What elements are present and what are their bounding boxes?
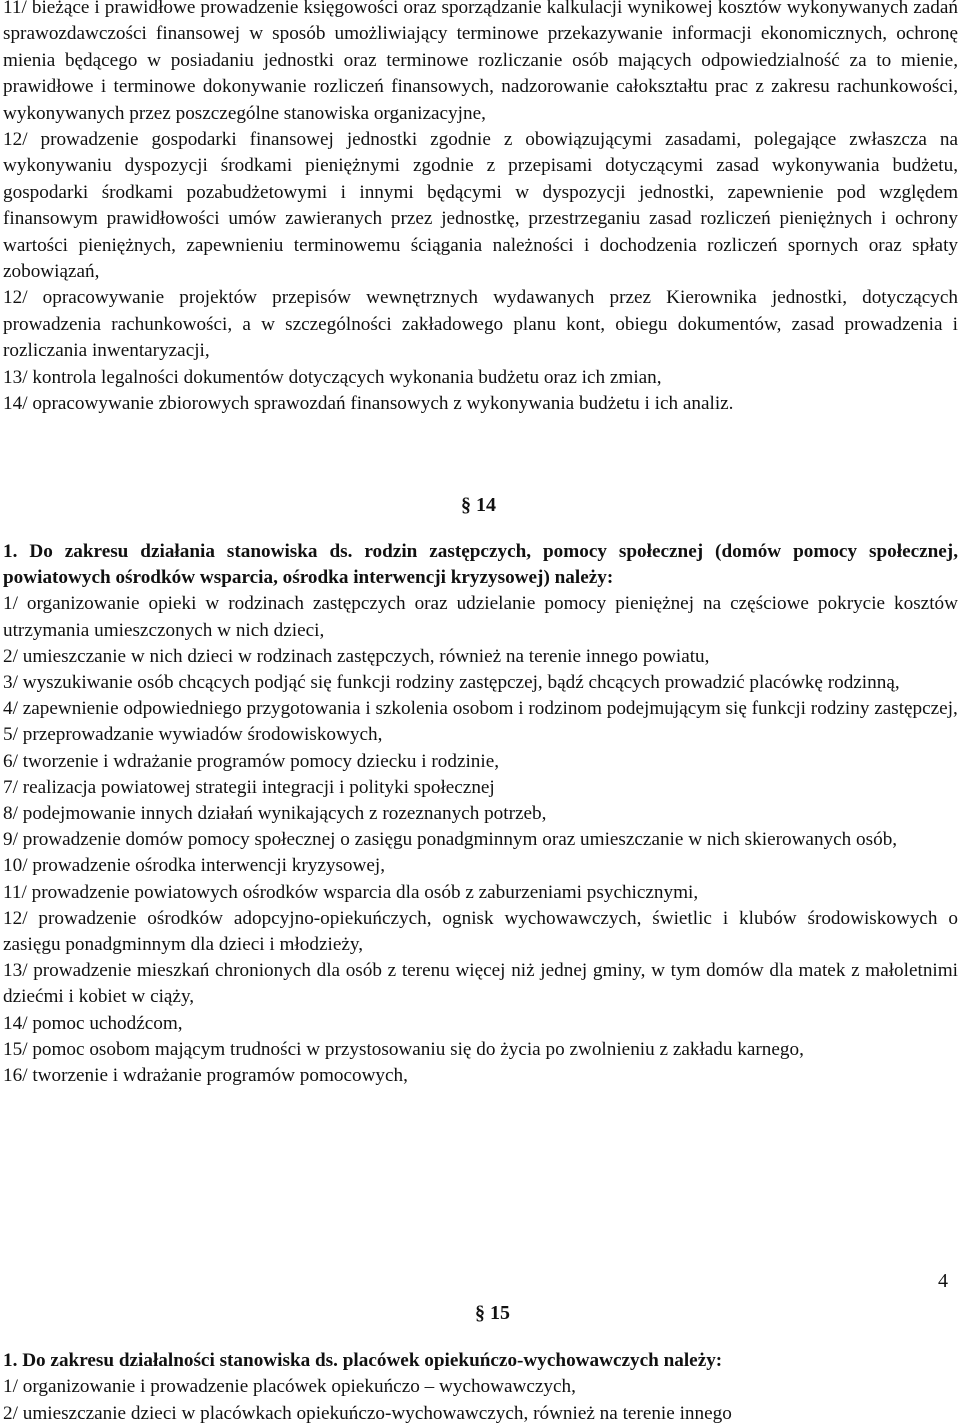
list-item: 5/ przeprowadzanie wywiadów środowiskowych, xyxy=(3,724,383,746)
section-14 xyxy=(3,539,958,1089)
list-item: 16/ tworzenie i wdrażanie programów pomocowych, xyxy=(3,1065,408,1087)
list-item: 6/ tworzenie i wdrażanie programów pomocy dziecku i rodzinie, xyxy=(3,750,500,772)
list-item: 2/ umieszczanie dzieci w placówkach opiekuńczo-wychowawczych, również na terenie innego xyxy=(3,1402,732,1424)
paragraph-sign-15: § 15 xyxy=(475,1302,510,1324)
list-item: 2/ umieszczanie w nich dzieci w rodzinach zastępczych, również na terenie innego powiatu, xyxy=(3,645,710,667)
page-number: 4 xyxy=(938,1270,948,1292)
list-item: 15/ pomoc osobom mającym trudności w przystosowaniu się do życia po zwolnieniu z zakładu karnego, xyxy=(3,1038,804,1060)
duty-item: 11/ bieżące i prawidłowe prowadzenie księgowości oraz sporządzanie kalkulacji wynikowej kosztów wykonywanych zadań sprawozdawczości finansowej w sposób umożliwiający terminowe przekazywanie informacji ekonomicznych, ochronę mienia będącego w posiadaniu jednostki oraz terminowe rozliczanie osób mających odpowiedzialność za to mienie, prawidłowe i terminowe dokonywanie rozliczeń finansowych, nadzorowanie całokształtu prac z zakresu rachunkowości, wykonywanych przez poszczególne stanowiska organizacyjne, xyxy=(3,0,958,124)
list-item: 7/ realizacja powiatowej strategii integracji i polityki społecznej xyxy=(3,776,495,798)
section-15 xyxy=(3,1348,958,1427)
paragraph-sign-14: § 14 xyxy=(461,494,496,516)
duty-item: 13/ kontrola legalności dokumentów dotyczących wykonania budżetu oraz ich zmian, xyxy=(3,366,662,388)
list-item: 8/ podejmowanie innych działań wynikających z rozeznanych potrzeb, xyxy=(3,803,547,825)
list-item: 4/ zapewnienie odpowiedniego przygotowania i szkolenia osobom i rodzinom podejmującym się funkcji rodziny zastępczej, xyxy=(3,698,958,720)
duty-item: 12/ prowadzenie gospodarki finansowej jednostki zgodnie z obowiązującymi zasadami, polegające zwłaszcza na wykonywaniu dyspozycji środkami pieniężnymi zgodnie z przepisami dotyczącymi zasad wykonywania budżetu, gospodarki środkami pozabudżetowymi i innymi będącymi w dyspozycji jednostki, zapewnienie pod względem finansowym prawidłowości umów zawieranych przez jednostkę, przestrzeganiu zasad rozliczeń pieniężnych i ochrony wartości pieniężnych, zapewnieniu terminowemu ściągania należności i dochodzenia rozliczeń spornych oraz spłaty zobowiązań, xyxy=(3,129,958,283)
duty-item: 12/ opracowywanie projektów przepisów wewnętrznych wydawanych przez Kierownika jednostki, dotyczących prowadzenia rachunkowości, a w szczególności zakładowego planu kont, obiegu dokumentów, zasad prowadzenia i rozliczania inwentaryzacji, xyxy=(3,287,958,362)
list-item: 1/ organizowanie i prowadzenie placówek opiekuńczo – wychowawczych, xyxy=(3,1376,576,1398)
list-item: 9/ prowadzenie domów pomocy społecznej o zasięgu ponadgminnym oraz umieszczanie w nich skierowanych osób, xyxy=(3,829,898,851)
list-item: 13/ prowadzenie mieszkań chronionych dla osób z terenu więcej niż jednej gminy, w tym domów dla matek z małoletnimi dziećmi i kobiet w ciąży, xyxy=(3,960,958,1008)
list-item: 1/ organizowanie opieki w rodzinach zastępczych oraz udzielanie pomocy pieniężnej na częściowe pokrycie kosztów utrzymania umieszczonych w nich dzieci, xyxy=(3,593,958,641)
section-15-heading: 1. Do zakresu działalności stanowiska ds. placówek opiekuńczo-wychowawczych należy: xyxy=(3,1350,723,1371)
section-duties-continued xyxy=(3,0,958,418)
list-item: 14/ pomoc uchodźcom, xyxy=(3,1012,183,1034)
list-item: 11/ prowadzenie powiatowych ośrodków wsparcia dla osób z zaburzeniami psychicznymi, xyxy=(3,881,699,903)
list-item: 3/ wyszukiwanie osób chcących podjąć się funkcji rodziny zastępczej, bądź chcących prowadzić placówkę rodzinną, xyxy=(3,672,900,694)
section-14-heading: 1. Do zakresu działania stanowiska ds. rodzin zastępczych, pomocy społecznej (domów pomocy społecznej, powiatowych ośrodków wsparcia, ośrodka interwencji kryzysowej) należy: xyxy=(3,541,958,589)
duty-item: 14/ opracowywanie zbiorowych sprawozdań finansowych z wykonywania budżetu i ich analiz. xyxy=(3,393,734,415)
list-item: 10/ prowadzenie ośrodka interwencji kryzysowej, xyxy=(3,855,386,877)
list-item: 12/ prowadzenie ośrodków adopcyjno-opiekuńczych, ognisk wychowawczych, świetlic i klubów środowiskowych o zasięgu ponadgminnym dla dzieci i młodzieży, xyxy=(3,907,958,956)
